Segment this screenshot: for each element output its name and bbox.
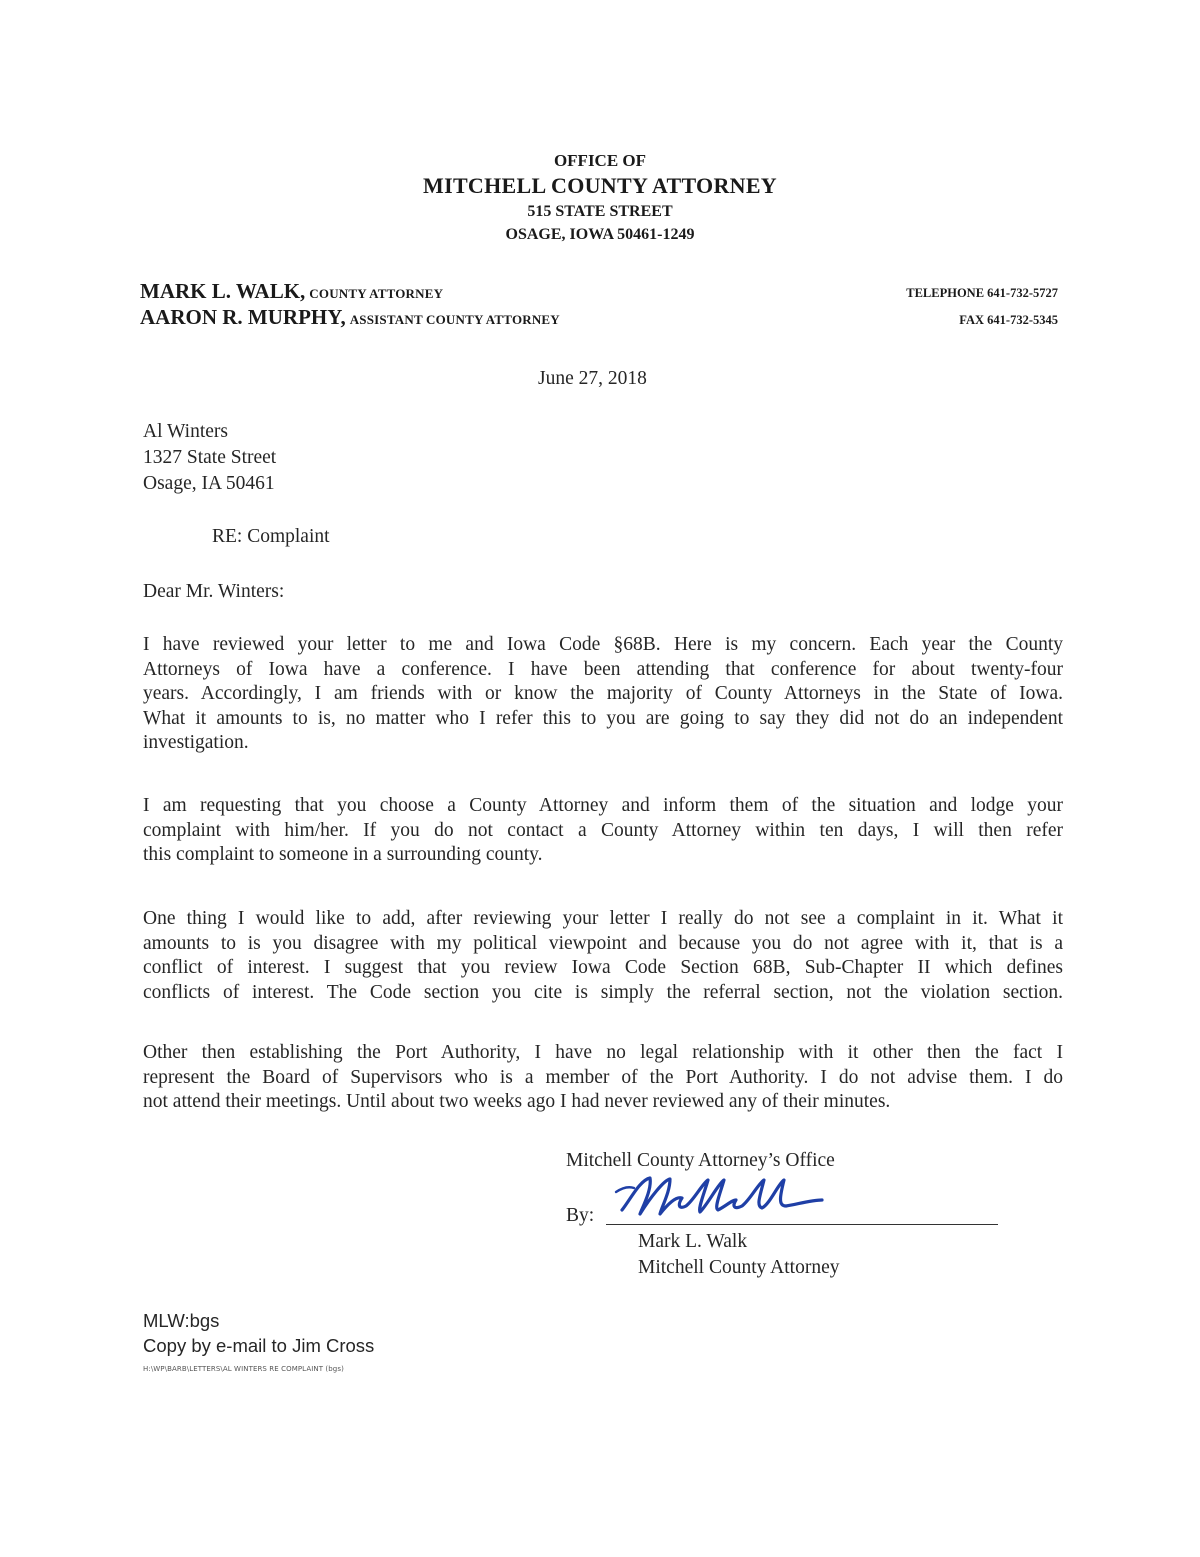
paragraph-line: What it amounts to is, no matter who I refer this to you are going to say they did not do an independent — [143, 707, 1063, 729]
paragraph-line: complaint with him/her. If you do not contact a County Attorney within ten days, I will then refer — [143, 819, 1063, 841]
paragraph-line: Attorneys of Iowa have a conference. I have been attending that conference for about twenty-four — [143, 658, 1063, 680]
fax-number: FAX 641-732-5345 — [959, 313, 1058, 327]
paragraph-line: One thing I would like to add, after reviewing your letter I really do not see a complaint in it. What it — [143, 908, 1063, 929]
file-path-note: H:\WP\BARB\LETTERS\AL WINTERS RE COMPLAINT (bgs) — [143, 1365, 344, 1373]
signer-name: Mark L. Walk — [638, 1231, 748, 1252]
staff-name: AARON R. MURPHY, — [140, 305, 346, 329]
copy-line: Copy by e-mail to Jim Cross — [143, 1335, 375, 1356]
staff-assistant-county-attorney — [140, 305, 560, 330]
body-paragraph-1 — [143, 633, 1063, 756]
staff-name: MARK L. WALK, — [140, 279, 306, 303]
by-label: By: — [566, 1205, 595, 1226]
re-line: RE: Complaint — [212, 526, 330, 547]
letterhead-office-of: OFFICE OF — [553, 151, 647, 170]
recipient-name: Al Winters — [143, 421, 228, 442]
letter-date: June 27, 2018 — [538, 368, 647, 389]
paragraph-line: this complaint to someone in a surrounding county. — [143, 844, 543, 866]
body-paragraph-4 — [143, 1041, 1063, 1115]
staff-county-attorney — [140, 279, 443, 304]
paragraph-line: conflict of interest. I suggest that you review Iowa Code Section 68B, Sub-Chapter II which defines — [143, 957, 1063, 979]
handwritten-signature — [612, 1170, 832, 1235]
letterhead-city: OSAGE, IOWA 50461-1249 — [505, 226, 695, 243]
typist-initials: MLW:bgs — [143, 1310, 220, 1331]
letterhead-office-name: MITCHELL COUNTY ATTORNEY — [423, 173, 777, 198]
body-paragraph-2 — [143, 794, 1063, 868]
signature-stroke — [622, 1178, 822, 1214]
paragraph-line: not attend their meetings. Until about two weeks ago I had never reviewed any of their minutes. — [143, 1091, 891, 1113]
body-paragraph-3 — [143, 907, 1063, 1005]
recipient-city: Osage, IA 50461 — [143, 473, 275, 494]
telephone-number: TELEPHONE 641-732-5727 — [906, 286, 1058, 300]
paragraph-line: I have reviewed your letter to me and Iowa Code §68B. Here is my concern. Each year the County — [143, 634, 1063, 655]
signature-stroke — [616, 1187, 634, 1192]
paragraph-line: amounts to is you disagree with my political viewpoint and because you do not agree with it, that is a — [143, 932, 1063, 954]
signature-line — [606, 1224, 998, 1225]
letterhead-street: 515 STATE STREET — [527, 203, 673, 220]
staff-title: ASSISTANT COUNTY ATTORNEY — [349, 312, 560, 327]
signer-title: Mitchell County Attorney — [638, 1257, 840, 1278]
paragraph-line: years. Accordingly, I am friends with or know the majority of County Attorneys in the State of Iowa. — [143, 683, 1063, 705]
signature-svg — [612, 1170, 832, 1230]
closing-office: Mitchell County Attorney’s Office — [566, 1150, 835, 1171]
salutation: Dear Mr. Winters: — [143, 581, 285, 602]
recipient-street: 1327 State Street — [143, 447, 277, 468]
paragraph-line: I am requesting that you choose a County Attorney and inform them of the situation and lodge your — [143, 795, 1063, 816]
paragraph-line: conflicts of interest. The Code section you cite is simply the referral section, not the violation section. — [143, 981, 1063, 1003]
paragraph-line: Other then establishing the Port Authority, I have no legal relationship with it other then the fact I — [143, 1042, 1063, 1063]
paragraph-line: represent the Board of Supervisors who is a member of the Port Authority. I do not advise them. I do — [143, 1066, 1063, 1088]
staff-title: COUNTY ATTORNEY — [309, 286, 444, 301]
paragraph-line: investigation. — [143, 732, 249, 754]
